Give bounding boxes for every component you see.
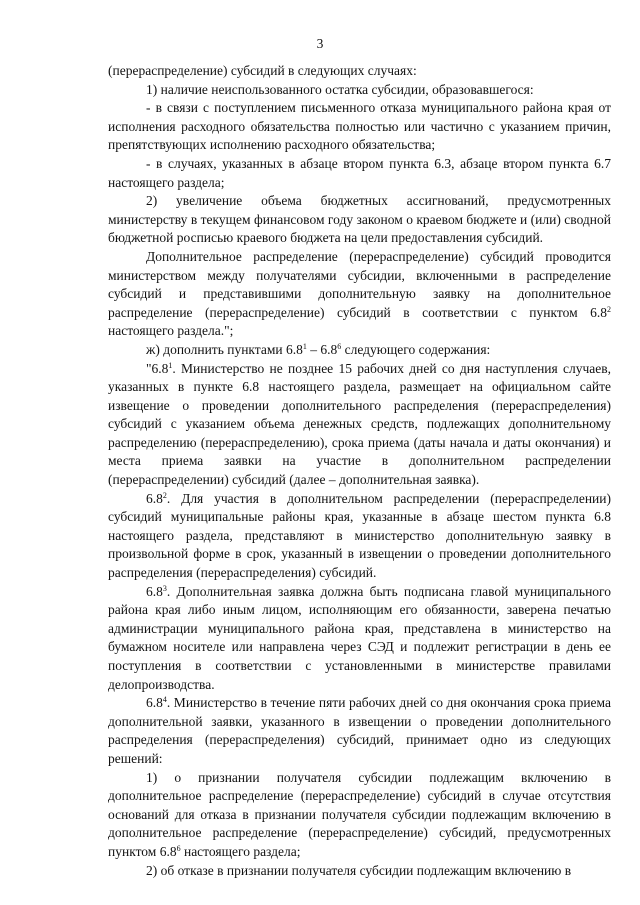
superscript: 2: [607, 304, 611, 314]
text-run: . Для участия в дополнительном распределении (перераспределении) субсидий муниципальные районы края, указанные в абзаце шестом пункта 6.8 настоящего раздела, представляют в министерство дополнительную заявку в произвольной форме в срок, указанный в извещении о проведении дополнительного распределения (перераспределения) субсидий.: [108, 490, 611, 581]
superscript: 4: [162, 695, 167, 705]
text-run: 6.8: [146, 583, 163, 599]
text-run: . Министерство в течение пяти рабочих дней со дня окончания срока приема дополнительной заявки, указанного в извещении о проведении дополнительного распределения (перераспределения) субсидий, принимает одно из следующих решений:: [108, 695, 611, 766]
text-run: - в случаях, указанных в абзаце втором пункта 6.3, абзаце втором пункта 6.7 настоящего раздела;: [108, 155, 611, 190]
text-run: 6.8: [146, 695, 163, 711]
text-run: - в связи с поступлением письменного отказа муниципального района края от исполнения расходного обязательства полностью или частично с указанием причин, препятствующих исполнению расходного обязательства;: [108, 100, 611, 153]
text-run: . Дополнительная заявка должна быть подписана главой муниципального района края либо иным лицом, исполняющим его обязанности, заверена печатью администрации муниципального района края, представлена в министерство на бумажном носителе или направлена через СЭД и подлежит регистрации в день ее поступления в соответствии с установленными в министерстве правилами делопроизводства.: [108, 583, 611, 692]
paragraph-p12: [108, 862, 611, 881]
text-run: 2) увеличение объема бюджетных ассигнований, предусмотренных министерству в текущем финансовом году законом о краевом бюджете и (или) сводной бюджетной росписью краевого бюджета на цели предоставления субсидий.: [108, 193, 611, 246]
page-number: 3: [316, 36, 324, 51]
superscript: 1: [302, 341, 307, 351]
paragraph-p8: [108, 490, 611, 583]
paragraph-p4: [108, 192, 611, 248]
paragraph-p10: [108, 694, 611, 768]
text-run: следующего содержания:: [341, 341, 491, 357]
text-run: ж) дополнить пунктами 6.8: [146, 341, 303, 357]
paragraph-p0: [108, 62, 611, 81]
paragraph-p6: [108, 341, 611, 360]
superscript: 6: [176, 843, 181, 853]
text-run: настоящего раздела;: [180, 843, 301, 859]
superscript: 6: [337, 341, 342, 351]
text-run: Дополнительное распределение (перераспределение) субсидий проводится министерством между получателями субсидии, включенными в распределение субсидий и представившими дополнительную заявку на дополнительное распределение (перераспределение) субсидий в соответствии с пунктом 6.8: [108, 248, 611, 320]
text-run: (перераспределение) субсидий в следующих случаях:: [108, 63, 417, 78]
paragraph-p7: [108, 360, 611, 490]
text-run: 2) об отказе в признании получателя субсидии подлежащим включению в: [146, 862, 572, 878]
text-run: – 6.8: [306, 341, 338, 357]
text-run: 1) наличие неиспользованного остатка субсидии, образовавшегося:: [146, 81, 534, 97]
paragraph-p3: [108, 155, 611, 192]
text-run: 1) о признании получателя субсидии подлежащим включению в дополнительное распределение (перераспределение) субсидий в случае отсутствия оснований для отказа в признании получателя субсидии подлежащим включению в дополнительное распределение (перераспределение) субсидий, предусмотренных пунктом 6.8: [108, 769, 611, 859]
paragraph-p5: [108, 248, 611, 341]
superscript: 1: [168, 360, 173, 370]
text-run: . Министерство не позднее 15 рабочих дней со дня наступления случаев, указанных в пункте 6.8 настоящего раздела, размещает на официальном сайте извещение о проведении дополнительного распределения (перераспределения) субсидий с указанием объема денежных средств, подлежащих дополнительному распределению (перераспределению), срока приема (даты начала и даты окончания) и места приема заявки на участие в дополнительном распределении (перераспределении) субсидий (далее – дополнительная заявка).: [108, 360, 611, 488]
text-run: настоящего раздела.";: [108, 323, 234, 339]
superscript: 2: [162, 490, 167, 500]
paragraph-p1: [108, 81, 611, 100]
paragraph-p9: [108, 583, 611, 695]
paragraph-p2: [108, 99, 611, 155]
document-body: [108, 62, 611, 880]
text-run: 6.8: [146, 490, 163, 506]
text-run: "6.8: [146, 360, 169, 376]
paragraph-p11: [108, 769, 611, 862]
superscript: 3: [162, 583, 167, 593]
